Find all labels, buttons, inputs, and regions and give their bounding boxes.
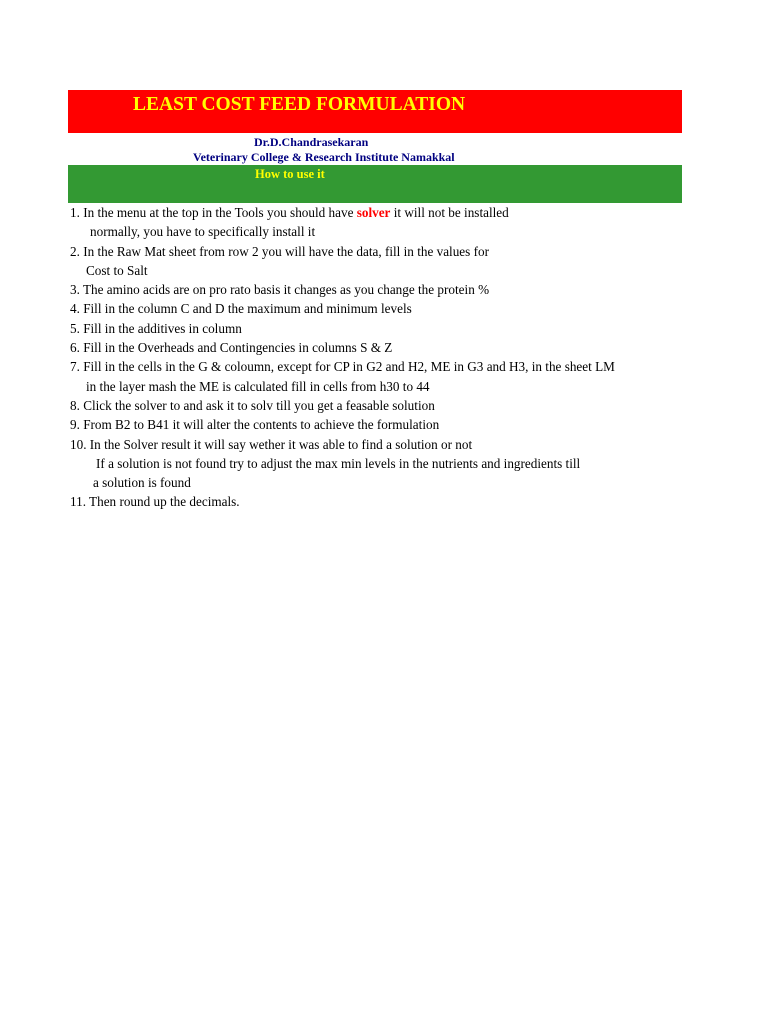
instruction-line-14: If a solution is not found try to adjust the max min levels in the nutrients and ingredients till <box>96 455 581 471</box>
institute-name: Veterinary College & Research Institute Namakkal <box>193 150 455 164</box>
instruction-text: 1. In the menu at the top in the Tools you should have <box>70 205 357 220</box>
how-to-heading: How to use it <box>255 167 325 181</box>
instruction-line-3: 2. In the Raw Mat sheet from row 2 you will have the data, fill in the values for <box>70 243 489 259</box>
how-to-banner <box>68 165 682 203</box>
instructions-list <box>70 203 686 512</box>
instruction-line-6: 4. Fill in the column C and D the maximum and minimum levels <box>70 301 412 317</box>
page-title: LEAST COST FEED FORMULATION <box>133 94 466 115</box>
instruction-line-11: 8. Click the solver to and ask it to solv till you get a feasable solution <box>70 397 435 413</box>
instruction-line-5: 3. The amino acids are on pro rato basis it changes as you change the protein % <box>70 282 490 298</box>
instruction-line-13: 10. In the Solver result it will say wether it was able to find a solution or not <box>70 436 473 452</box>
author-name: Dr.D.Chandrasekaran <box>254 135 369 149</box>
instruction-line-8: 6. Fill in the Overheads and Contingencies in columns S & Z <box>70 340 393 356</box>
instruction-line-16: 11. Then round up the decimals. <box>70 494 240 510</box>
instruction-text: it will not be installed <box>390 205 509 220</box>
instruction-line-12: 9. From B2 to B41 it will alter the contents to achieve the formulation <box>70 417 440 433</box>
solver-keyword: solver <box>356 205 391 220</box>
instruction-line-10: in the layer mash the ME is calculated fill in cells from h30 to 44 <box>86 378 430 394</box>
title-banner <box>68 90 682 133</box>
instruction-line-7: 5. Fill in the additives in column <box>70 320 242 336</box>
instruction-line-2: normally, you have to specifically install it <box>90 224 316 240</box>
instruction-line-9: 7. Fill in the cells in the G & coloumn, except for CP in G2 and H2, ME in G3 and H3, in the sheet LM <box>70 359 615 375</box>
instruction-line-4: Cost to Salt <box>86 262 148 278</box>
instruction-line-15: a solution is found <box>93 475 191 491</box>
instruction-line-1 <box>70 203 686 222</box>
